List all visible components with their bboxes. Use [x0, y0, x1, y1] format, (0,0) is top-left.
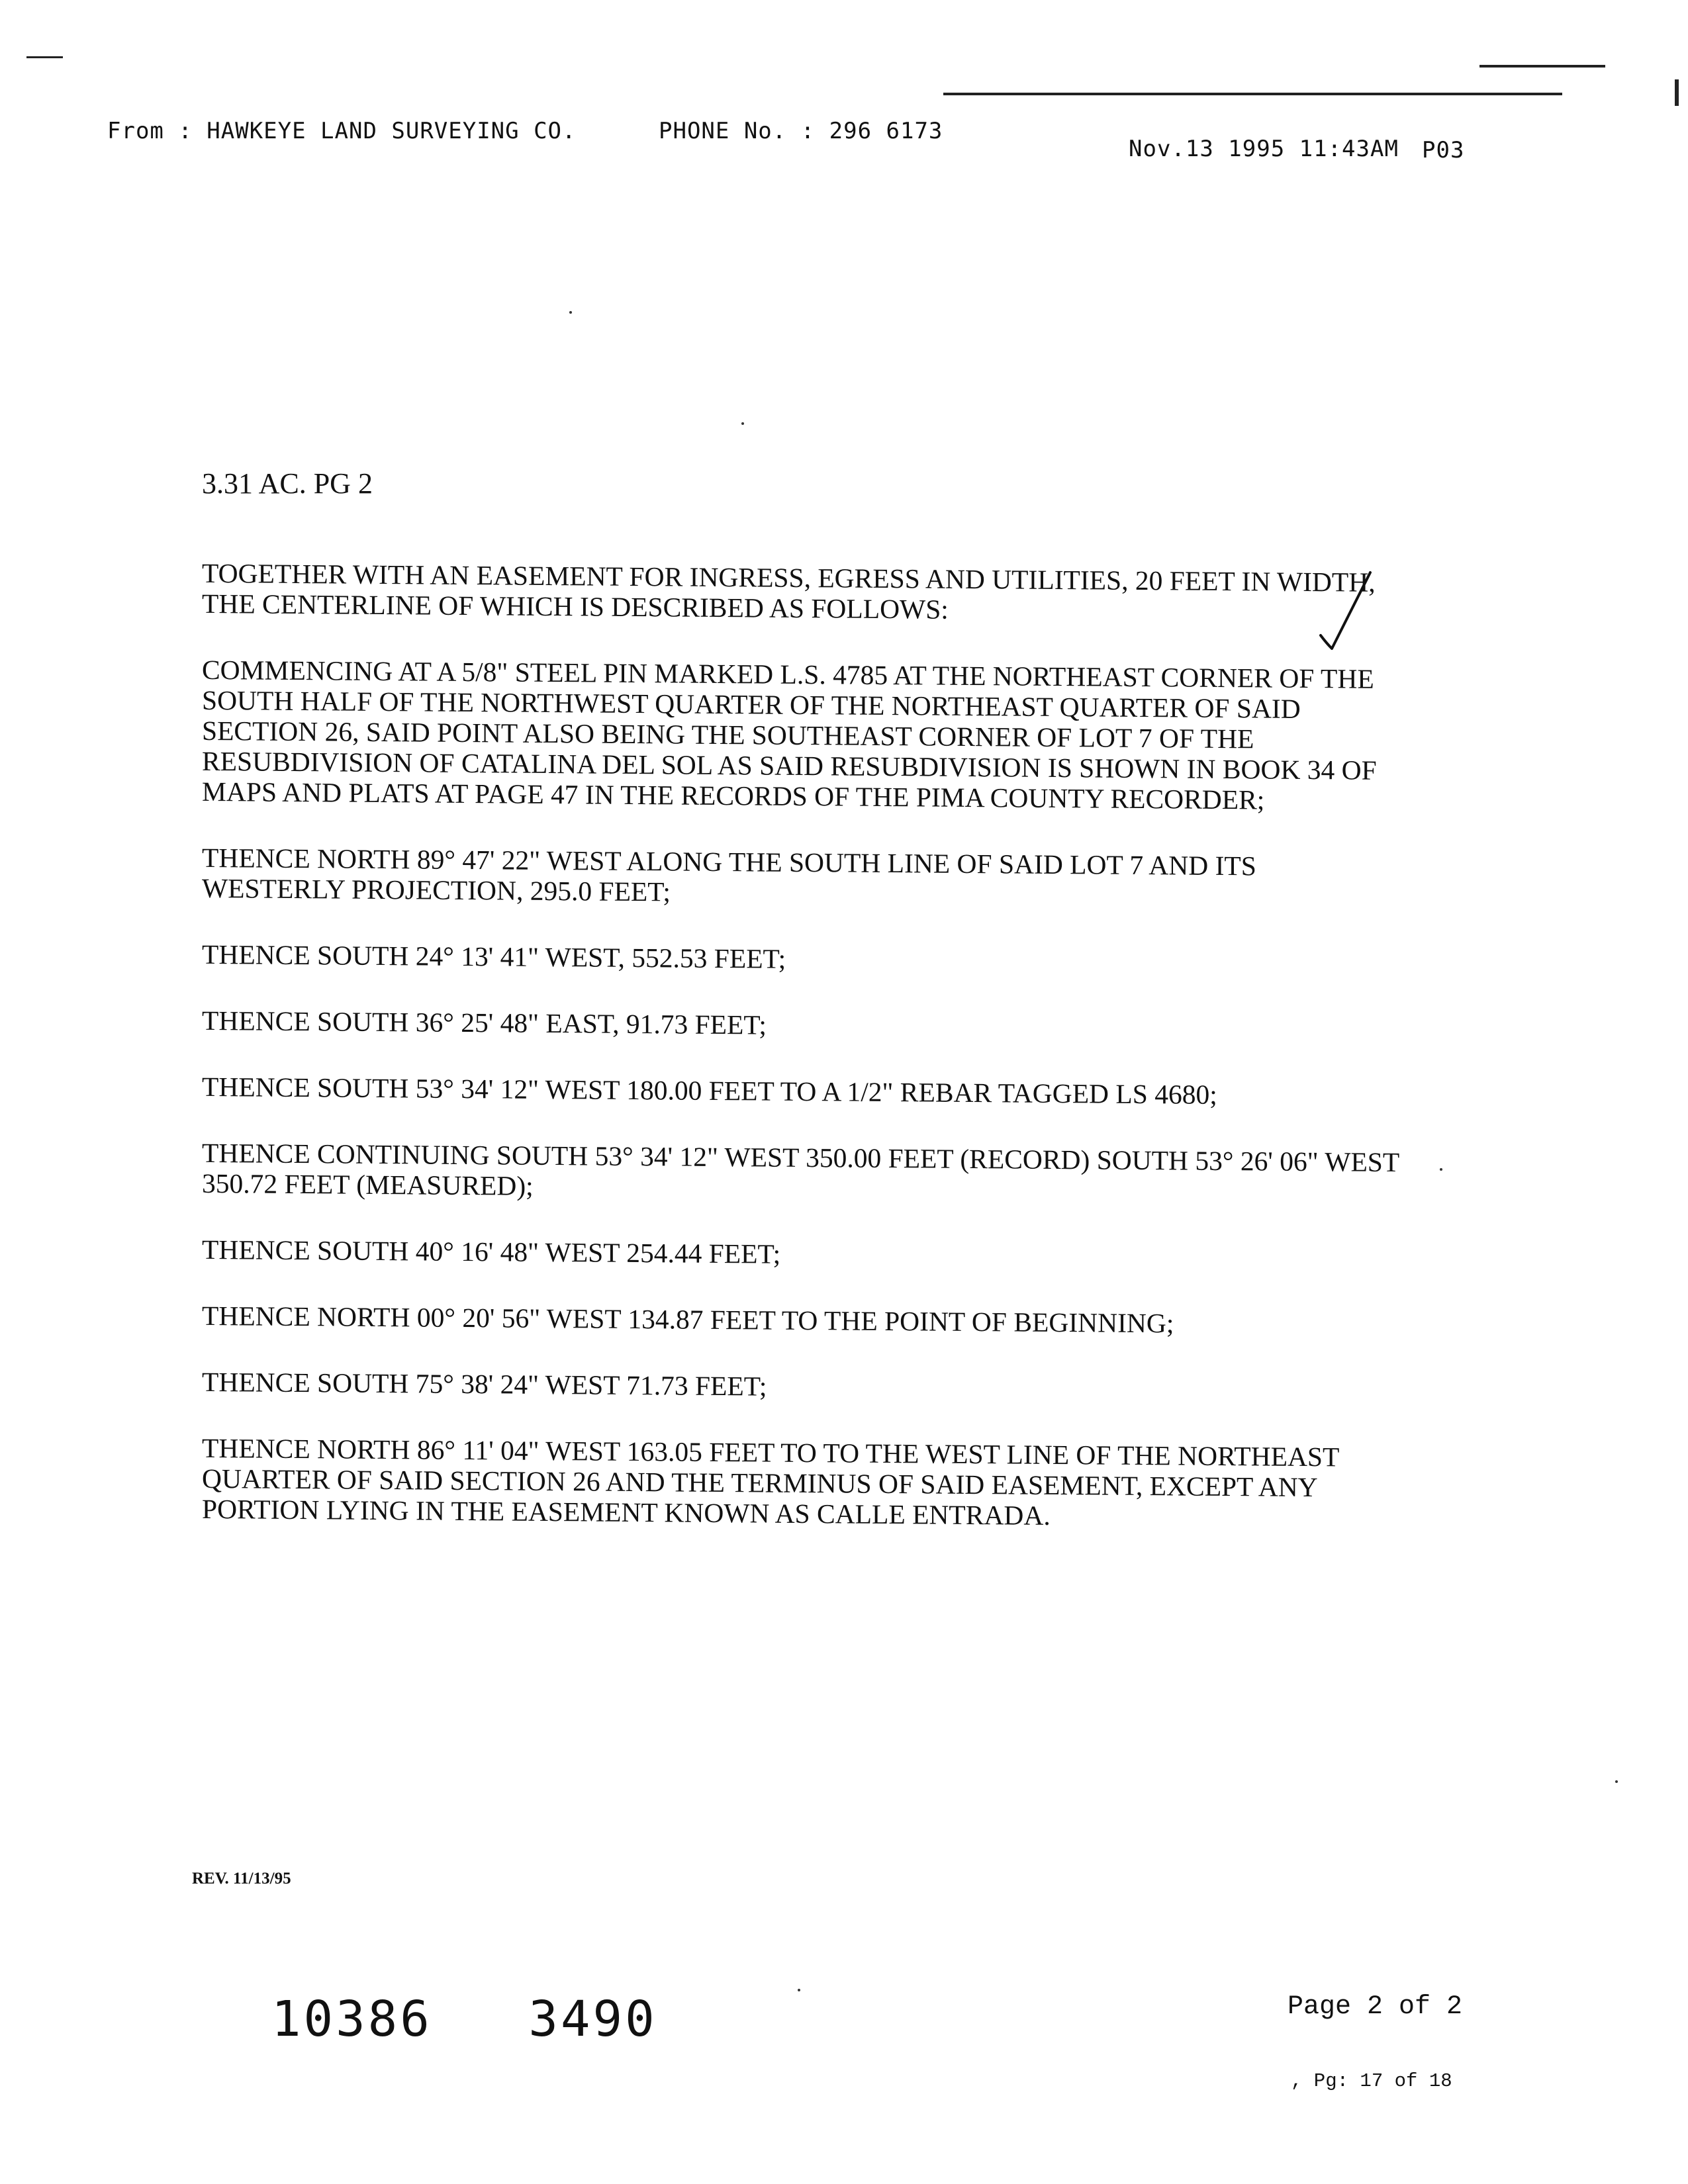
- scan-speck: [1615, 1780, 1618, 1783]
- terminus-paragraph: THENCE NORTH 86° 11' 04" WEST 163.05 FEET TO TO THE WEST LINE OF THE NORTHEAST QUARTER OF SAID SECTION 26 AND THE TERMINUS OF SAID EASEMENT, EXCEPT ANY PORTION LYING IN THE EASEMENT KNOWN AS CALLE ENTRADA.: [202, 1432, 1339, 1531]
- course-paragraph: THENCE SOUTH 75° 38' 24" WEST 71.73 FEET;: [202, 1366, 767, 1402]
- course-paragraph: THENCE SOUTH 40° 16' 48" WEST 254.44 FEET;: [202, 1234, 781, 1269]
- course-paragraph: THENCE SOUTH 36° 25' 48" EAST, 91.73 FEET;: [202, 1005, 767, 1040]
- easement-intro-paragraph: TOGETHER WITH AN EASEMENT FOR INGRESS, EGRESS AND UTILITIES, 20 FEET IN WIDTH, THE CENTERLINE OF WHICH IS DESCRIBED AS FOLLOWS:: [202, 557, 1376, 625]
- scan-artifact-line: [26, 56, 63, 58]
- document-reference: 3.31 AC. PG 2: [202, 467, 373, 500]
- fax-page-code: P03: [1422, 137, 1465, 163]
- scan-artifact-line: [943, 93, 1562, 95]
- fax-from: From : HAWKEYE LAND SURVEYING CO.: [107, 118, 577, 144]
- fax-datetime: Nov.13 1995 11:43AM: [1129, 136, 1399, 162]
- scan-artifact-line: [1479, 65, 1605, 68]
- legal-description: [202, 557, 1400, 1565]
- scan-speck: [1440, 1168, 1442, 1171]
- scan-artifact-line: [1675, 79, 1679, 106]
- course-paragraph: THENCE SOUTH 53° 34' 12" WEST 180.00 FEET TO A 1/2" REBAR TAGGED LS 4680;: [202, 1071, 1217, 1110]
- recording-stamp-number: 10386 3490: [271, 1991, 657, 2048]
- revision-date: REV. 11/13/95: [192, 1870, 291, 1888]
- scan-speck: [798, 1989, 800, 1991]
- course-paragraph: THENCE NORTH 00° 20' 56" WEST 134.87 FEET TO THE POINT OF BEGINNING;: [202, 1300, 1174, 1339]
- scan-speck: [741, 422, 744, 425]
- course-paragraph: THENCE CONTINUING SOUTH 53° 34' 12" WEST 350.00 FEET (RECORD) SOUTH 53° 26' 06" WEST 350.72 FEET (MEASURED);: [202, 1137, 1399, 1201]
- fax-phone: PHONE No. : 296 6173: [659, 118, 943, 144]
- commencement-paragraph: COMMENCING AT A 5/8" STEEL PIN MARKED L.S. 4785 AT THE NORTHEAST CORNER OF THE SOUTH HALF OF THE NORTHWEST QUARTER OF THE NORTHEAST QUARTER OF SAID SECTION 26, SAID POINT ALSO BEING THE SOUTHEAST CORNER OF LOT 7 OF THE RESUBDIVISION OF CATALINA DEL SOL AS SAID RESUBDIVISION IS SHOWN IN BOOK 34 OF MAPS AND PLATS AT PAGE 47 IN THE RECORDS OF THE PIMA COUNTY RECORDER;: [202, 654, 1377, 815]
- course-paragraph: THENCE NORTH 89° 47' 22" WEST ALONG THE SOUTH LINE OF SAID LOT 7 AND ITS WESTERLY PROJECTION, 295.0 FEET;: [202, 842, 1256, 907]
- fax-page-count: , Pg: 17 of 18: [1291, 2070, 1452, 2092]
- scan-speck: [569, 311, 572, 314]
- course-paragraph: THENCE SOUTH 24° 13' 41" WEST, 552.53 FEET;: [202, 938, 786, 974]
- page-number: Page 2 of 2: [1288, 1992, 1463, 2022]
